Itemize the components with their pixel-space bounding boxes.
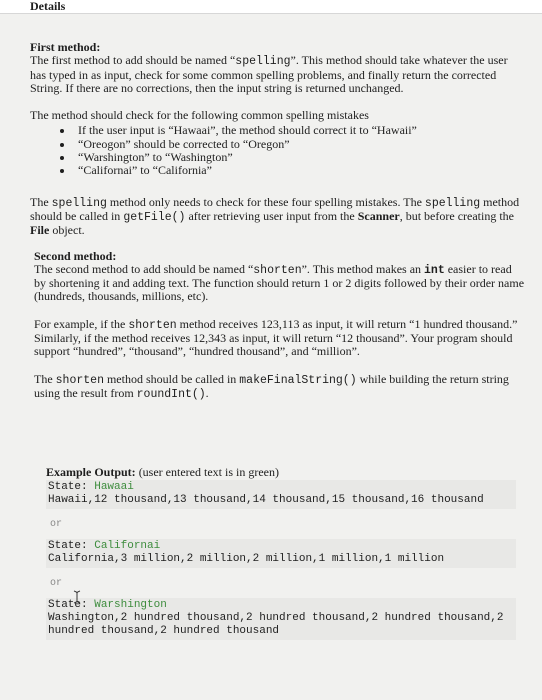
text: after retrieving user input from the: [185, 208, 358, 223]
code: shorten: [55, 373, 104, 387]
prompt-text: State:: [48, 540, 95, 552]
code: shorten: [128, 318, 177, 332]
separator-or: or: [50, 519, 63, 530]
text: while building the return string using the result from: [34, 371, 509, 400]
example-block-2: [46, 539, 516, 568]
list-item: • “Warshington” to “Washington”: [74, 151, 525, 164]
second-method-heading: Second method:: [34, 248, 117, 263]
user-input-text: Warshington: [94, 599, 167, 611]
text: The first method to add should be named “: [30, 53, 236, 68]
first-method-heading: First method:: [30, 40, 101, 54]
example-block-1: [46, 480, 516, 509]
code: getFile(): [123, 210, 186, 224]
example-output-section: [46, 466, 516, 640]
text: method receives 123,113 as input, it will return “1 hundred thousand.” Similarly, if the method receives 12,343 as input, it will return “12 thousand”. Your program should support “hundred”, “thousand”, “hundred thousand”, and “million”.: [34, 316, 518, 359]
code: shorten: [253, 263, 302, 277]
list-item: • “Californai” to “California”: [74, 164, 525, 177]
second-method-section: [30, 250, 525, 304]
text: File: [30, 223, 50, 238]
header-bar: [0, 0, 542, 14]
text: , but before creating the: [399, 208, 514, 223]
text: method only needs to check for these four spelling mistakes. The: [106, 194, 425, 209]
text: method should be called in: [30, 194, 520, 223]
code: makeFinalString(): [239, 373, 357, 387]
text: The: [30, 194, 52, 209]
text: ”. This method makes an: [301, 261, 425, 276]
text: (user entered text is in green): [135, 465, 279, 479]
list-item: • “Oreogon” should be corrected to “Oregon”: [74, 138, 525, 151]
list-item: • If the user input is “Hawaai”, the method should correct it to “Hawaii”: [74, 124, 525, 137]
text: For example, if the: [34, 316, 129, 331]
text: Example Output:: [46, 465, 136, 479]
separator-or: or: [50, 578, 63, 589]
text: Scanner: [357, 208, 400, 223]
code: spelling: [424, 196, 481, 210]
prompt-text: State:: [48, 599, 95, 611]
code-spelling: spelling: [235, 55, 291, 69]
spelling-mistakes-list: [30, 124, 525, 177]
assignment-details: [30, 41, 525, 401]
text: object.: [49, 223, 85, 238]
text: easier to read by shortening it and adding text. The function should return 1 or 2 digits followed by their order name (hundreds, thousands, millions, etc).: [34, 261, 525, 304]
example-block-3: [46, 598, 516, 640]
output-text: Washington,2 hundred thousand,2 hundred thousand,2 hundred thousand,2 hundred thousand,2 hundred thousand: [48, 612, 504, 637]
spelling-usage-paragraph: [30, 196, 525, 238]
text: method should be called in: [103, 371, 240, 386]
text: The second method to add should be named “: [34, 261, 254, 276]
page-title: Details: [30, 0, 66, 13]
code: spelling: [51, 196, 107, 210]
first-method-section: [30, 41, 525, 95]
example-heading: [46, 466, 516, 479]
text-cursor-icon: [73, 590, 81, 606]
list-intro: The method should check for the following common spelling mistakes: [30, 108, 369, 123]
text: The: [34, 371, 56, 386]
output-text: California,3 million,2 million,2 million,1 million,1 million: [48, 553, 445, 565]
shorten-example-paragraph: [30, 318, 525, 359]
user-input-text: Hawaai: [94, 481, 134, 493]
text: .: [205, 385, 209, 400]
shorten-usage-paragraph: [30, 373, 525, 402]
code: int: [424, 263, 445, 277]
user-input-text: Californai: [94, 540, 161, 552]
prompt-text: State:: [48, 481, 95, 493]
text: ”. This method should take whatever the user has typed in as input, check for some common spelling problems, and finally return the corrected String. If there are no corrections, then the input string is returned unchanged.: [30, 53, 508, 95]
output-text: Hawaii,12 thousand,13 thousand,14 thousand,15 thousand,16 thousand: [48, 494, 484, 506]
code: roundInt(): [136, 387, 206, 401]
